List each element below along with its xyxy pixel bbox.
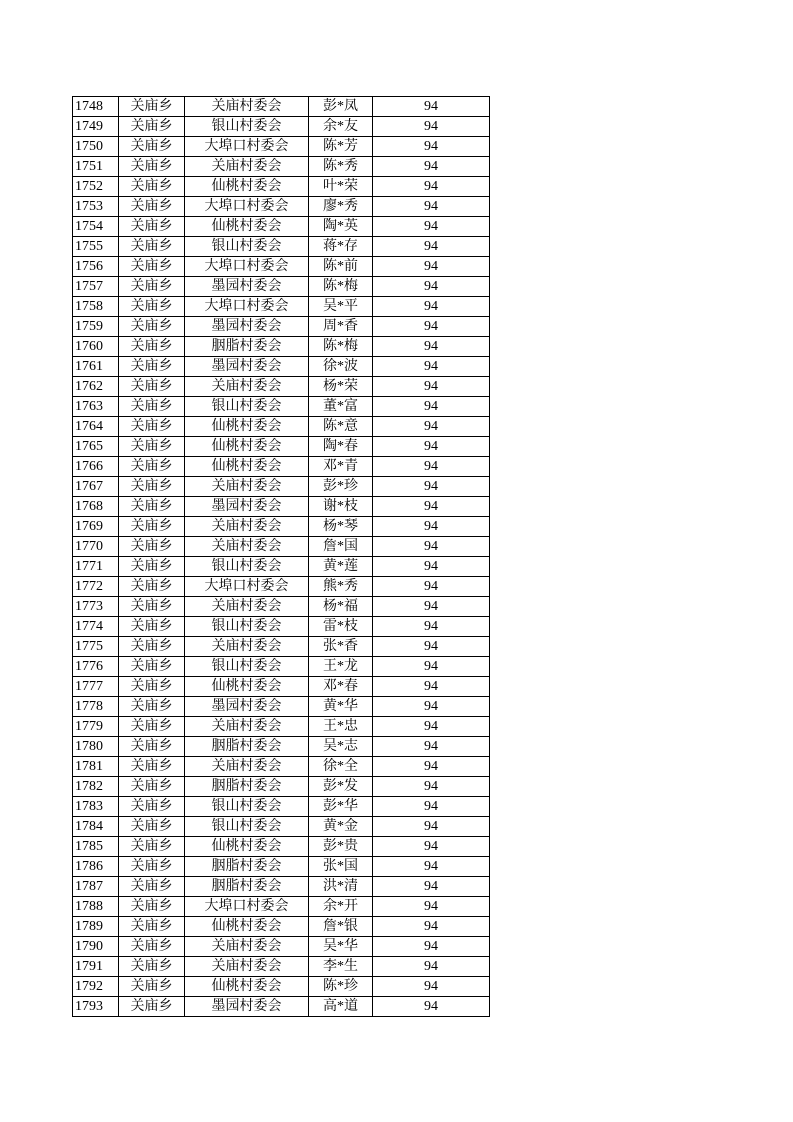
township-cell: 关庙乡 xyxy=(119,297,185,317)
village-committee-cell: 墨园村委会 xyxy=(185,697,309,717)
score-cell: 94 xyxy=(373,617,490,637)
row-number: 1763 xyxy=(73,397,119,417)
name-cell: 叶*荣 xyxy=(309,177,373,197)
row-number: 1759 xyxy=(73,317,119,337)
score-cell: 94 xyxy=(373,237,490,257)
score-cell: 94 xyxy=(373,457,490,477)
township-cell: 关庙乡 xyxy=(119,237,185,257)
row-number: 1760 xyxy=(73,337,119,357)
name-cell: 吴*平 xyxy=(309,297,373,317)
table-row xyxy=(73,937,490,957)
score-cell: 94 xyxy=(373,477,490,497)
table-row xyxy=(73,597,490,617)
row-number: 1782 xyxy=(73,777,119,797)
village-committee-cell: 胭脂村委会 xyxy=(185,777,309,797)
row-number: 1771 xyxy=(73,557,119,577)
township-cell: 关庙乡 xyxy=(119,697,185,717)
score-cell: 94 xyxy=(373,777,490,797)
row-number: 1784 xyxy=(73,817,119,837)
township-cell: 关庙乡 xyxy=(119,797,185,817)
name-cell: 彭*贵 xyxy=(309,837,373,857)
name-cell: 詹*银 xyxy=(309,917,373,937)
row-number: 1785 xyxy=(73,837,119,857)
name-cell: 邓*青 xyxy=(309,457,373,477)
township-cell: 关庙乡 xyxy=(119,97,185,117)
name-cell: 陈*梅 xyxy=(309,337,373,357)
row-number: 1751 xyxy=(73,157,119,177)
township-cell: 关庙乡 xyxy=(119,497,185,517)
village-committee-cell: 墨园村委会 xyxy=(185,317,309,337)
score-cell: 94 xyxy=(373,97,490,117)
township-cell: 关庙乡 xyxy=(119,217,185,237)
row-number: 1787 xyxy=(73,877,119,897)
name-cell: 高*道 xyxy=(309,997,373,1017)
score-cell: 94 xyxy=(373,657,490,677)
table-row xyxy=(73,737,490,757)
row-number: 1758 xyxy=(73,297,119,317)
name-cell: 彭*华 xyxy=(309,797,373,817)
score-cell: 94 xyxy=(373,717,490,737)
township-cell: 关庙乡 xyxy=(119,257,185,277)
name-cell: 陶*春 xyxy=(309,437,373,457)
name-cell: 黄*莲 xyxy=(309,557,373,577)
township-cell: 关庙乡 xyxy=(119,417,185,437)
village-committee-cell: 墨园村委会 xyxy=(185,997,309,1017)
township-cell: 关庙乡 xyxy=(119,677,185,697)
name-cell: 徐*全 xyxy=(309,757,373,777)
score-cell: 94 xyxy=(373,937,490,957)
table-row xyxy=(73,157,490,177)
score-cell: 94 xyxy=(373,397,490,417)
row-number: 1772 xyxy=(73,577,119,597)
village-committee-cell: 关庙村委会 xyxy=(185,537,309,557)
row-number: 1769 xyxy=(73,517,119,537)
row-number: 1781 xyxy=(73,757,119,777)
score-cell: 94 xyxy=(373,637,490,657)
table-row xyxy=(73,757,490,777)
table-row xyxy=(73,557,490,577)
name-cell: 黄*华 xyxy=(309,697,373,717)
row-number: 1764 xyxy=(73,417,119,437)
name-cell: 张*香 xyxy=(309,637,373,657)
row-number: 1793 xyxy=(73,997,119,1017)
table-row xyxy=(73,837,490,857)
village-committee-cell: 银山村委会 xyxy=(185,817,309,837)
row-number: 1776 xyxy=(73,657,119,677)
score-cell: 94 xyxy=(373,337,490,357)
village-committee-cell: 银山村委会 xyxy=(185,657,309,677)
village-committee-cell: 仙桃村委会 xyxy=(185,437,309,457)
table-row xyxy=(73,577,490,597)
village-committee-cell: 大埠口村委会 xyxy=(185,257,309,277)
row-number: 1768 xyxy=(73,497,119,517)
name-cell: 吴*志 xyxy=(309,737,373,757)
township-cell: 关庙乡 xyxy=(119,817,185,837)
village-committee-cell: 银山村委会 xyxy=(185,797,309,817)
village-committee-cell: 关庙村委会 xyxy=(185,517,309,537)
name-cell: 黄*金 xyxy=(309,817,373,837)
village-committee-cell: 大埠口村委会 xyxy=(185,897,309,917)
village-committee-cell: 墨园村委会 xyxy=(185,277,309,297)
table-row xyxy=(73,257,490,277)
score-cell: 94 xyxy=(373,317,490,337)
name-cell: 余*开 xyxy=(309,897,373,917)
township-cell: 关庙乡 xyxy=(119,397,185,417)
name-cell: 陈*前 xyxy=(309,257,373,277)
row-number: 1767 xyxy=(73,477,119,497)
table-row xyxy=(73,497,490,517)
name-cell: 彭*凤 xyxy=(309,97,373,117)
township-cell: 关庙乡 xyxy=(119,317,185,337)
table-row xyxy=(73,657,490,677)
township-cell: 关庙乡 xyxy=(119,837,185,857)
village-committee-cell: 银山村委会 xyxy=(185,237,309,257)
name-cell: 廖*秀 xyxy=(309,197,373,217)
score-cell: 94 xyxy=(373,577,490,597)
score-cell: 94 xyxy=(373,557,490,577)
village-committee-cell: 关庙村委会 xyxy=(185,957,309,977)
name-cell: 蒋*存 xyxy=(309,237,373,257)
name-cell: 王*龙 xyxy=(309,657,373,677)
name-cell: 董*富 xyxy=(309,397,373,417)
table-row xyxy=(73,297,490,317)
score-cell: 94 xyxy=(373,997,490,1017)
table-row xyxy=(73,117,490,137)
township-cell: 关庙乡 xyxy=(119,137,185,157)
table-row xyxy=(73,677,490,697)
row-number: 1756 xyxy=(73,257,119,277)
village-committee-cell: 仙桃村委会 xyxy=(185,677,309,697)
score-cell: 94 xyxy=(373,917,490,937)
table-row xyxy=(73,397,490,417)
table-row xyxy=(73,857,490,877)
score-cell: 94 xyxy=(373,597,490,617)
township-cell: 关庙乡 xyxy=(119,857,185,877)
score-cell: 94 xyxy=(373,217,490,237)
score-cell: 94 xyxy=(373,137,490,157)
table-row xyxy=(73,317,490,337)
row-number: 1791 xyxy=(73,957,119,977)
village-committee-cell: 胭脂村委会 xyxy=(185,737,309,757)
village-committee-cell: 仙桃村委会 xyxy=(185,417,309,437)
row-number: 1757 xyxy=(73,277,119,297)
village-committee-cell: 胭脂村委会 xyxy=(185,337,309,357)
table-row xyxy=(73,217,490,237)
name-cell: 彭*发 xyxy=(309,777,373,797)
village-committee-cell: 仙桃村委会 xyxy=(185,977,309,997)
name-cell: 余*友 xyxy=(309,117,373,137)
row-number: 1765 xyxy=(73,437,119,457)
village-committee-cell: 关庙村委会 xyxy=(185,597,309,617)
name-cell: 陈*梅 xyxy=(309,277,373,297)
row-number: 1752 xyxy=(73,177,119,197)
name-cell: 熊*秀 xyxy=(309,577,373,597)
score-cell: 94 xyxy=(373,437,490,457)
township-cell: 关庙乡 xyxy=(119,577,185,597)
score-cell: 94 xyxy=(373,837,490,857)
row-number: 1754 xyxy=(73,217,119,237)
table-row xyxy=(73,877,490,897)
table-row xyxy=(73,617,490,637)
table-row xyxy=(73,917,490,937)
table-row xyxy=(73,537,490,557)
name-cell: 陈*芳 xyxy=(309,137,373,157)
township-cell: 关庙乡 xyxy=(119,337,185,357)
village-committee-cell: 仙桃村委会 xyxy=(185,457,309,477)
score-cell: 94 xyxy=(373,197,490,217)
township-cell: 关庙乡 xyxy=(119,597,185,617)
name-cell: 杨*琴 xyxy=(309,517,373,537)
table-row xyxy=(73,777,490,797)
table-row xyxy=(73,237,490,257)
table-row xyxy=(73,337,490,357)
village-committee-cell: 银山村委会 xyxy=(185,117,309,137)
village-committee-cell: 仙桃村委会 xyxy=(185,177,309,197)
table-row xyxy=(73,477,490,497)
table-row xyxy=(73,277,490,297)
township-cell: 关庙乡 xyxy=(119,437,185,457)
row-number: 1777 xyxy=(73,677,119,697)
township-cell: 关庙乡 xyxy=(119,517,185,537)
township-cell: 关庙乡 xyxy=(119,657,185,677)
name-cell: 谢*枝 xyxy=(309,497,373,517)
township-cell: 关庙乡 xyxy=(119,177,185,197)
score-cell: 94 xyxy=(373,177,490,197)
table-row xyxy=(73,417,490,437)
score-cell: 94 xyxy=(373,497,490,517)
name-cell: 吴*华 xyxy=(309,937,373,957)
name-cell: 张*国 xyxy=(309,857,373,877)
name-cell: 陶*英 xyxy=(309,217,373,237)
row-number: 1750 xyxy=(73,137,119,157)
name-cell: 陈*珍 xyxy=(309,977,373,997)
village-committee-cell: 关庙村委会 xyxy=(185,937,309,957)
township-cell: 关庙乡 xyxy=(119,357,185,377)
row-number: 1753 xyxy=(73,197,119,217)
village-committee-cell: 关庙村委会 xyxy=(185,377,309,397)
township-cell: 关庙乡 xyxy=(119,557,185,577)
name-cell: 周*香 xyxy=(309,317,373,337)
row-number: 1755 xyxy=(73,237,119,257)
village-committee-cell: 银山村委会 xyxy=(185,557,309,577)
township-cell: 关庙乡 xyxy=(119,877,185,897)
village-committee-cell: 仙桃村委会 xyxy=(185,917,309,937)
row-number: 1789 xyxy=(73,917,119,937)
score-cell: 94 xyxy=(373,897,490,917)
score-cell: 94 xyxy=(373,757,490,777)
row-number: 1749 xyxy=(73,117,119,137)
row-number: 1788 xyxy=(73,897,119,917)
township-cell: 关庙乡 xyxy=(119,277,185,297)
row-number: 1773 xyxy=(73,597,119,617)
township-cell: 关庙乡 xyxy=(119,157,185,177)
row-number: 1792 xyxy=(73,977,119,997)
row-number: 1748 xyxy=(73,97,119,117)
township-cell: 关庙乡 xyxy=(119,917,185,937)
row-number: 1775 xyxy=(73,637,119,657)
village-committee-cell: 墨园村委会 xyxy=(185,357,309,377)
data-table xyxy=(72,96,490,1017)
township-cell: 关庙乡 xyxy=(119,717,185,737)
table-row xyxy=(73,997,490,1017)
name-cell: 陈*秀 xyxy=(309,157,373,177)
name-cell: 杨*荣 xyxy=(309,377,373,397)
village-committee-cell: 关庙村委会 xyxy=(185,757,309,777)
name-cell: 王*忠 xyxy=(309,717,373,737)
table-body xyxy=(73,97,490,1017)
township-cell: 关庙乡 xyxy=(119,897,185,917)
row-number: 1770 xyxy=(73,537,119,557)
township-cell: 关庙乡 xyxy=(119,117,185,137)
row-number: 1783 xyxy=(73,797,119,817)
table-row xyxy=(73,197,490,217)
row-number: 1778 xyxy=(73,697,119,717)
village-committee-cell: 胭脂村委会 xyxy=(185,857,309,877)
score-cell: 94 xyxy=(373,697,490,717)
row-number: 1780 xyxy=(73,737,119,757)
score-cell: 94 xyxy=(373,257,490,277)
village-committee-cell: 大埠口村委会 xyxy=(185,577,309,597)
township-cell: 关庙乡 xyxy=(119,457,185,477)
score-cell: 94 xyxy=(373,297,490,317)
township-cell: 关庙乡 xyxy=(119,777,185,797)
village-committee-cell: 墨园村委会 xyxy=(185,497,309,517)
name-cell: 洪*清 xyxy=(309,877,373,897)
village-committee-cell: 大埠口村委会 xyxy=(185,197,309,217)
row-number: 1790 xyxy=(73,937,119,957)
township-cell: 关庙乡 xyxy=(119,757,185,777)
township-cell: 关庙乡 xyxy=(119,617,185,637)
table-row xyxy=(73,817,490,837)
village-committee-cell: 胭脂村委会 xyxy=(185,877,309,897)
township-cell: 关庙乡 xyxy=(119,997,185,1017)
village-committee-cell: 关庙村委会 xyxy=(185,637,309,657)
row-number: 1774 xyxy=(73,617,119,637)
table-row xyxy=(73,977,490,997)
score-cell: 94 xyxy=(373,877,490,897)
table-row xyxy=(73,637,490,657)
name-cell: 杨*福 xyxy=(309,597,373,617)
township-cell: 关庙乡 xyxy=(119,197,185,217)
township-cell: 关庙乡 xyxy=(119,957,185,977)
village-committee-cell: 关庙村委会 xyxy=(185,717,309,737)
table-row xyxy=(73,377,490,397)
score-cell: 94 xyxy=(373,857,490,877)
name-cell: 李*生 xyxy=(309,957,373,977)
village-committee-cell: 关庙村委会 xyxy=(185,477,309,497)
township-cell: 关庙乡 xyxy=(119,977,185,997)
name-cell: 詹*国 xyxy=(309,537,373,557)
name-cell: 雷*枝 xyxy=(309,617,373,637)
village-committee-cell: 银山村委会 xyxy=(185,397,309,417)
score-cell: 94 xyxy=(373,157,490,177)
village-committee-cell: 大埠口村委会 xyxy=(185,297,309,317)
table-row xyxy=(73,957,490,977)
score-cell: 94 xyxy=(373,977,490,997)
score-cell: 94 xyxy=(373,277,490,297)
township-cell: 关庙乡 xyxy=(119,637,185,657)
name-cell: 邓*春 xyxy=(309,677,373,697)
score-cell: 94 xyxy=(373,797,490,817)
table-row xyxy=(73,437,490,457)
score-cell: 94 xyxy=(373,377,490,397)
village-committee-cell: 大埠口村委会 xyxy=(185,137,309,157)
township-cell: 关庙乡 xyxy=(119,477,185,497)
score-cell: 94 xyxy=(373,957,490,977)
township-cell: 关庙乡 xyxy=(119,537,185,557)
village-committee-cell: 关庙村委会 xyxy=(185,157,309,177)
name-cell: 陈*意 xyxy=(309,417,373,437)
score-cell: 94 xyxy=(373,737,490,757)
row-number: 1766 xyxy=(73,457,119,477)
table-row xyxy=(73,717,490,737)
township-cell: 关庙乡 xyxy=(119,737,185,757)
table-row xyxy=(73,457,490,477)
score-cell: 94 xyxy=(373,117,490,137)
table-row xyxy=(73,137,490,157)
village-committee-cell: 银山村委会 xyxy=(185,617,309,637)
score-cell: 94 xyxy=(373,417,490,437)
table-row xyxy=(73,177,490,197)
score-cell: 94 xyxy=(373,517,490,537)
row-number: 1779 xyxy=(73,717,119,737)
row-number: 1761 xyxy=(73,357,119,377)
village-committee-cell: 仙桃村委会 xyxy=(185,217,309,237)
table-row xyxy=(73,517,490,537)
name-cell: 彭*珍 xyxy=(309,477,373,497)
table-row xyxy=(73,897,490,917)
row-number: 1786 xyxy=(73,857,119,877)
township-cell: 关庙乡 xyxy=(119,937,185,957)
score-cell: 94 xyxy=(373,537,490,557)
score-cell: 94 xyxy=(373,817,490,837)
township-cell: 关庙乡 xyxy=(119,377,185,397)
table-row xyxy=(73,697,490,717)
village-committee-cell: 关庙村委会 xyxy=(185,97,309,117)
score-cell: 94 xyxy=(373,357,490,377)
table-row xyxy=(73,97,490,117)
name-cell: 徐*波 xyxy=(309,357,373,377)
table-row xyxy=(73,797,490,817)
village-committee-cell: 仙桃村委会 xyxy=(185,837,309,857)
table-row xyxy=(73,357,490,377)
score-cell: 94 xyxy=(373,677,490,697)
row-number: 1762 xyxy=(73,377,119,397)
